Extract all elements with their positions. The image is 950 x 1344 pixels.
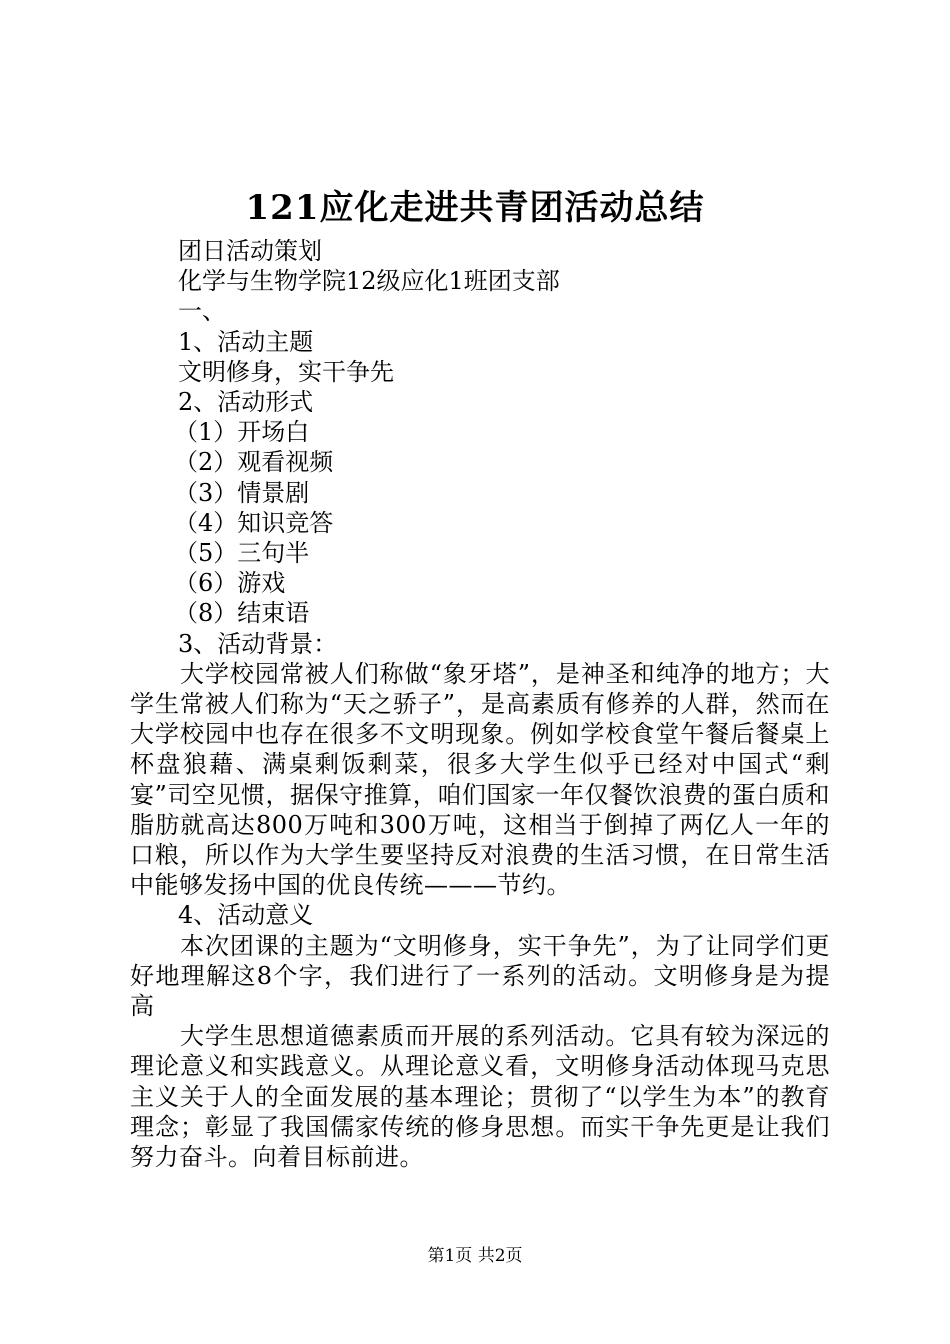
organizer-line: 化学与生物学院12级应化1班团支部 <box>178 267 560 296</box>
list-item: （2）观看视频 <box>174 448 334 477</box>
section-one-heading: 一、 <box>178 297 226 326</box>
list-item: （1）开场白 <box>174 418 310 447</box>
document-body <box>130 236 830 1172</box>
significance-paragraph-2: 大学生思想道德素质而开展的系列活动。它具有较为深远的理论意义和实践意义。从理论意义看，文明修身活动体现马克思主义关于人的全面发展的基本理论；贯彻了“以学生为本”的教育理念；彰显了我国儒家传统的修身思想。而实干争先更是让我们努力奋斗。向着目标前进。 <box>130 1022 830 1172</box>
significance-heading: 4、活动意义 <box>178 901 314 930</box>
theme-text: 文明修身，实干争先 <box>178 357 394 386</box>
background-heading: 3、活动背景： <box>178 629 338 658</box>
theme-heading: 1、活动主题 <box>178 327 314 356</box>
form-heading: 2、活动形式 <box>178 388 314 417</box>
significance-paragraph-1: 本次团课的主题为“文明修身，实干争先”，为了让同学们更好地理解这8个字，我们进行了一系列的活动。文明修身是为提高 <box>130 931 830 1021</box>
page-footer: 第1页 共2页 <box>427 1246 523 1266</box>
list-item: （3）情景剧 <box>174 478 310 507</box>
list-item: （8）结束语 <box>174 599 310 628</box>
subtitle-line: 团日活动策划 <box>178 237 322 265</box>
list-item: （4）知识竞答 <box>174 508 334 537</box>
background-paragraph: 大学校园常被人们称做“象牙塔”，是神圣和纯净的地方；大学生常被人们称为“天之骄子”，是高素质有修养的人群，然而在大学校园中也存在很多不文明现象。例如学校食堂午餐后餐桌上杯盘狼藉、满桌剩饭剩菜，很多大学生似乎已经对中国式“剩宴”司空见惯，据保守推算，咱们国家一年仅餐饮浪费的蛋白质和脂肪就高达800万吨和300万吨，这相当于倒掉了两亿人一年的口粮，所以作为大学生要坚持反对浪费的生活习惯，在日常生活中能够发扬中国的优良传统———节约。 <box>130 659 830 900</box>
list-item: （6）游戏 <box>174 569 286 598</box>
document-title: 121应化走进共青团活动总结 <box>245 188 705 228</box>
list-item: （5）三句半 <box>174 539 310 568</box>
